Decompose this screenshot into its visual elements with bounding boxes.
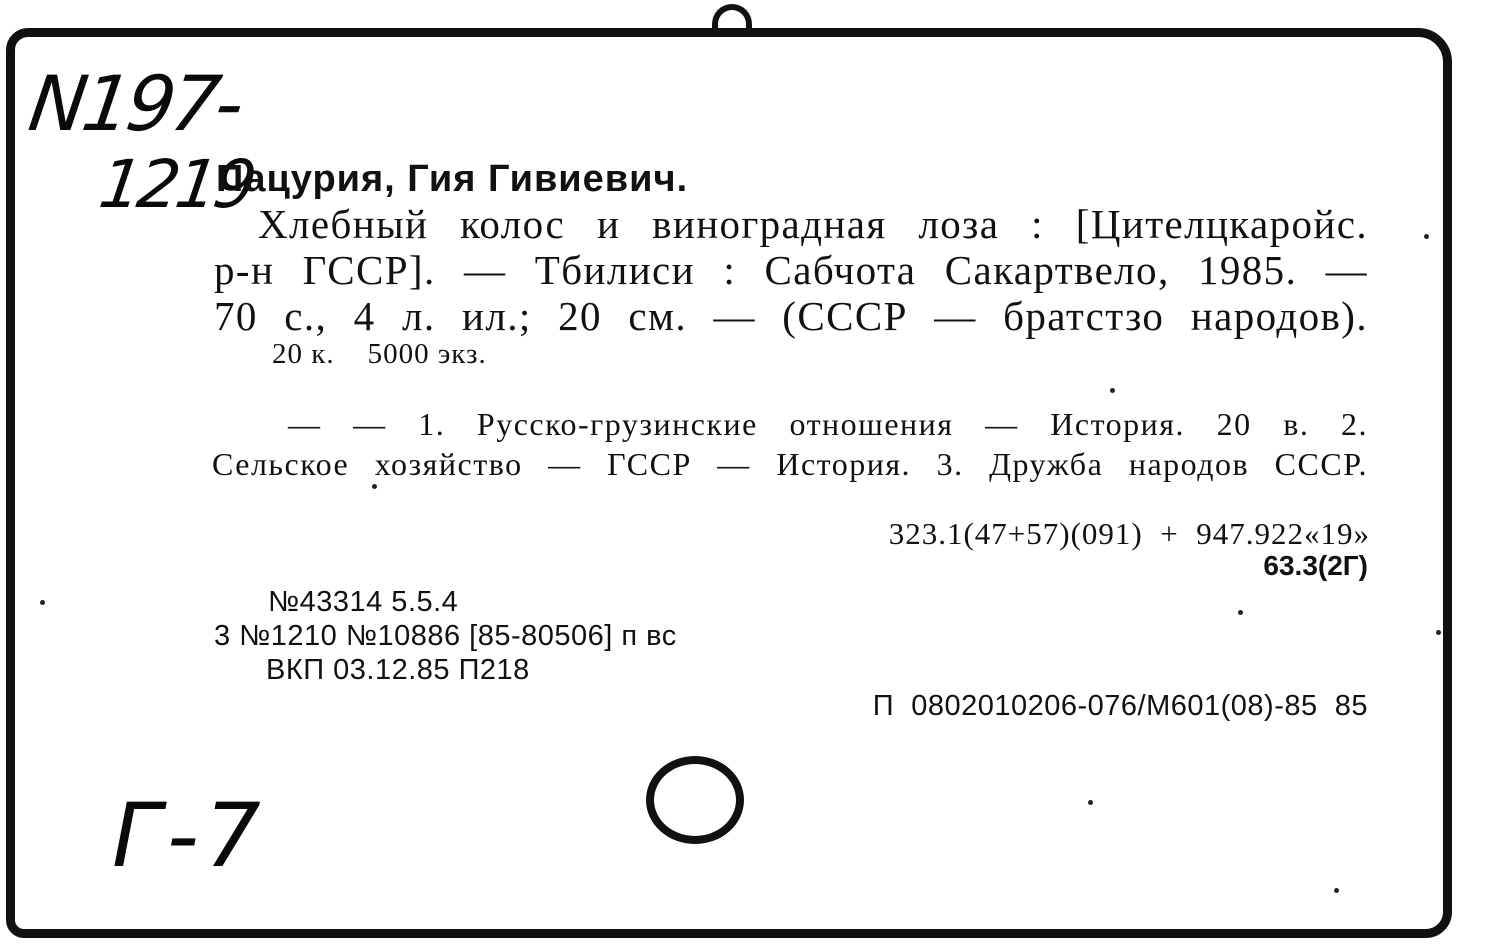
scan-speck bbox=[40, 600, 45, 605]
bbk-classification: 63.3(2Г) bbox=[1263, 550, 1368, 581]
title-line-1: Хлебный колос и виноградная лоза : [Цителцкаройс. bbox=[258, 201, 1368, 247]
udc-classification: 323.1(47+57)(091) + 947.922«19» bbox=[888, 516, 1370, 551]
author-heading: Пацурия, Гия Гивиевич. bbox=[216, 158, 689, 200]
scan-speck bbox=[1436, 630, 1441, 635]
service-line-3: ВКП 03.12.85 П218 bbox=[266, 654, 530, 686]
title-line-2: р-н ГССР]. — Тбилиси : Сабчота Сакартвело, 1985. — bbox=[214, 247, 1368, 293]
handwritten-call-number-line1: N197- bbox=[23, 59, 246, 148]
service-line-2: 3 №1210 №10886 [85-80506] п вс bbox=[214, 620, 677, 652]
subject-headings-line-2: Сельское хозяйство — ГССР — История. 3. Дружба народов СССР. bbox=[212, 446, 1368, 482]
scan-speck bbox=[372, 484, 377, 489]
title-line-3: 70 с., 4 л. ил.; 20 см. — (СССР — братстзо народов). bbox=[214, 293, 1368, 339]
imprint-code: П 0802010206-076/М601(08)-85 85 bbox=[872, 690, 1368, 722]
scan-speck bbox=[1110, 388, 1115, 393]
scan-speck bbox=[1238, 610, 1243, 615]
card-top-notch bbox=[712, 4, 752, 28]
scan-speck bbox=[1424, 234, 1429, 239]
card-punch-hole bbox=[646, 756, 744, 844]
price-and-print-run: 20 к. 5000 экз. bbox=[272, 338, 487, 370]
handwritten-call-number-line2: 1219 bbox=[94, 146, 258, 223]
scan-speck bbox=[1334, 888, 1339, 893]
subject-headings-line-1: — — 1. Русско-грузинские отношения — История. 20 в. 2. bbox=[288, 406, 1368, 442]
scan-speck bbox=[1088, 800, 1093, 805]
service-line-1: №43314 5.5.4 bbox=[268, 586, 459, 618]
handwritten-shelf-mark: Г-7 bbox=[112, 784, 267, 887]
